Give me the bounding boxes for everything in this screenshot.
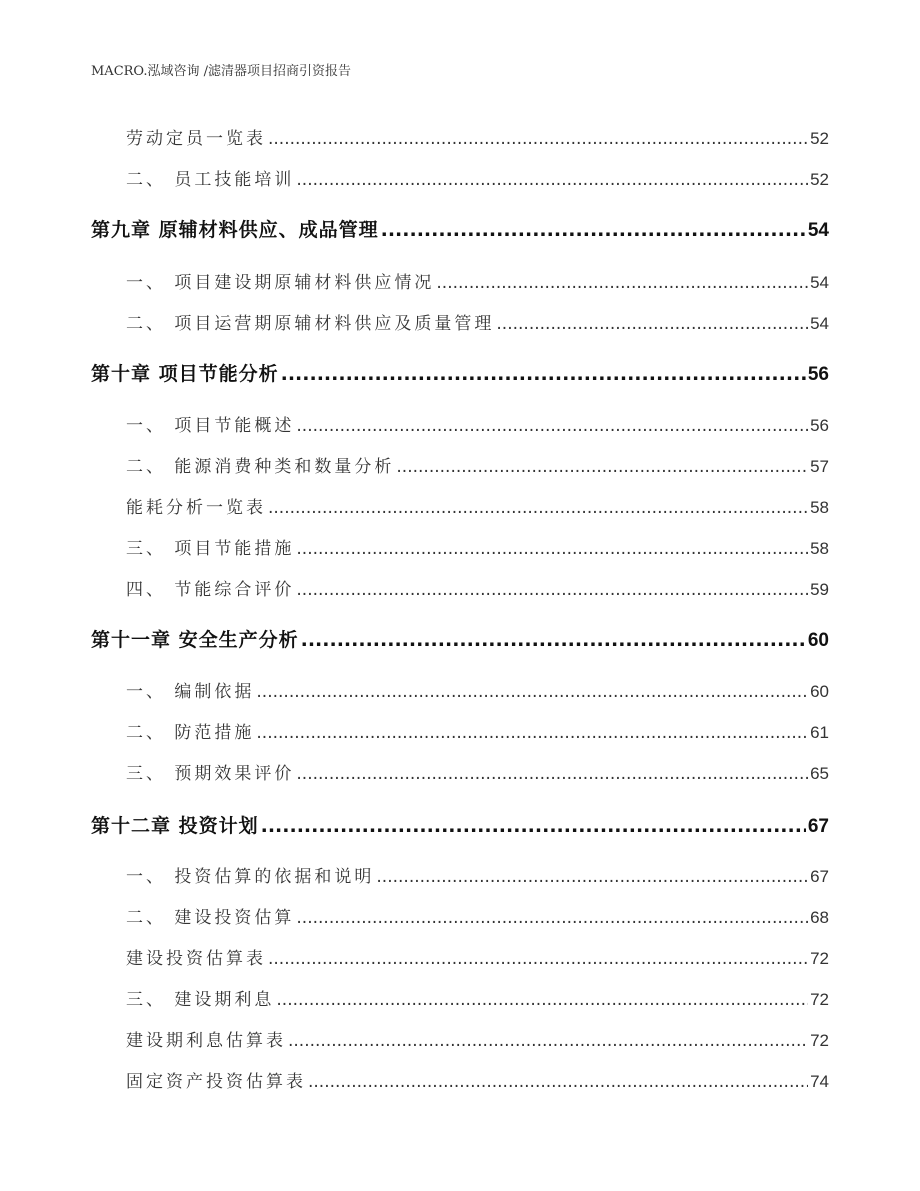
toc-chapter[interactable] (91, 359, 829, 386)
toc-entry-title: 劳动定员一览表 (126, 129, 266, 149)
toc-entry-title: 四、 节能综合评价 (126, 580, 295, 600)
toc-chapter-title: 第九章 原辅材料供应、成品管理 (91, 219, 379, 241)
toc-entry-title: 固定资产投资估算表 (126, 1072, 306, 1092)
dot-leader (396, 457, 808, 477)
dot-leader (381, 219, 806, 241)
toc-entry[interactable] (126, 985, 829, 1010)
toc-entry-title: 二、 员工技能培训 (126, 170, 295, 190)
toc-chapter[interactable] (91, 215, 829, 242)
toc-entry[interactable] (126, 903, 829, 928)
toc-entry-title: 三、 项目节能措施 (126, 539, 295, 559)
dot-leader (496, 314, 808, 334)
toc-entry-title: 二、 建设投资估算 (126, 908, 295, 928)
toc-entry[interactable] (126, 165, 829, 190)
toc-chapter[interactable] (91, 625, 829, 652)
toc-entry[interactable] (126, 268, 829, 293)
toc-entry-page: 58 (810, 539, 829, 558)
toc-chapter[interactable] (91, 811, 829, 838)
toc-entry[interactable] (126, 534, 829, 559)
toc-entry-page: 52 (810, 170, 829, 189)
dot-leader (296, 764, 808, 784)
dot-leader (296, 539, 808, 559)
toc-entry[interactable] (126, 718, 829, 743)
dot-leader (296, 416, 808, 436)
toc-entry[interactable] (126, 1026, 829, 1051)
toc-entry[interactable] (126, 124, 829, 149)
toc-entry-page: 54 (810, 314, 829, 333)
toc-entry[interactable] (126, 677, 829, 702)
toc-chapter-page: 60 (807, 630, 829, 651)
toc-entry-title: 能耗分析一览表 (126, 498, 266, 518)
dot-leader (256, 682, 808, 702)
toc-entry-page: 61 (810, 723, 829, 742)
toc-entry-page: 68 (810, 908, 829, 927)
toc-chapter-title: 第十一章 安全生产分析 (91, 629, 299, 651)
toc-entry[interactable] (126, 411, 829, 436)
dot-leader (261, 815, 806, 837)
toc-entry-title: 二、 能源消费种类和数量分析 (126, 457, 395, 477)
toc-entry-title: 建设投资估算表 (126, 949, 266, 969)
toc-entry-title: 三、 建设期利息 (126, 990, 275, 1010)
toc-entry-title: 二、 项目运营期原辅材料供应及质量管理 (126, 314, 495, 334)
toc-entry-page: 52 (810, 129, 829, 148)
dot-leader (268, 949, 808, 969)
toc-entry[interactable] (126, 862, 829, 887)
toc-entry[interactable] (126, 575, 829, 600)
dot-leader (308, 1072, 808, 1092)
dot-leader (281, 363, 806, 385)
dot-leader (436, 273, 808, 293)
dot-leader (276, 990, 808, 1010)
dot-leader (296, 908, 808, 928)
dot-leader (268, 129, 808, 149)
toc-entry-page: 72 (810, 949, 829, 968)
toc-entry[interactable] (126, 309, 829, 334)
toc-entry-page: 67 (810, 867, 829, 886)
toc-entry-title: 三、 预期效果评价 (126, 764, 295, 784)
toc-entry-page: 58 (810, 498, 829, 517)
page-header: MACRO.泓域咨询 /滤清器项目招商引资报告 (91, 64, 351, 79)
toc-entry[interactable] (126, 1067, 829, 1092)
toc-chapter-page: 56 (807, 364, 829, 385)
toc-entry[interactable] (126, 759, 829, 784)
dot-leader (296, 170, 808, 190)
toc-entry-page: 57 (810, 457, 829, 476)
toc-chapter-page: 67 (807, 816, 829, 837)
dot-leader (268, 498, 808, 518)
dot-leader (301, 629, 806, 651)
toc-entry-title: 建设期利息估算表 (126, 1031, 286, 1051)
toc-entry-page: 60 (810, 682, 829, 701)
toc-entry-page: 74 (810, 1072, 829, 1091)
toc-entry-title: 一、 编制依据 (126, 682, 255, 702)
dot-leader (296, 580, 808, 600)
dot-leader (376, 867, 808, 887)
toc-chapter-title: 第十二章 投资计划 (91, 815, 259, 837)
toc-entry-title: 一、 项目节能概述 (126, 416, 295, 436)
toc-entry[interactable] (126, 493, 829, 518)
dot-leader (288, 1031, 808, 1051)
toc-entry[interactable] (126, 452, 829, 477)
dot-leader (256, 723, 808, 743)
toc-entry-title: 一、 投资估算的依据和说明 (126, 867, 375, 887)
toc-chapter-page: 54 (807, 220, 829, 241)
toc-entry[interactable] (126, 944, 829, 969)
toc-entry-title: 二、 防范措施 (126, 723, 255, 743)
toc-entry-page: 56 (810, 416, 829, 435)
toc-chapter-title: 第十章 项目节能分析 (91, 363, 279, 385)
toc-entry-page: 65 (810, 764, 829, 783)
toc-entry-page: 59 (810, 580, 829, 599)
toc-entry-page: 72 (810, 1031, 829, 1050)
toc-entry-title: 一、 项目建设期原辅材料供应情况 (126, 273, 435, 293)
toc-entry-page: 72 (810, 990, 829, 1009)
toc-entry-page: 54 (810, 273, 829, 292)
